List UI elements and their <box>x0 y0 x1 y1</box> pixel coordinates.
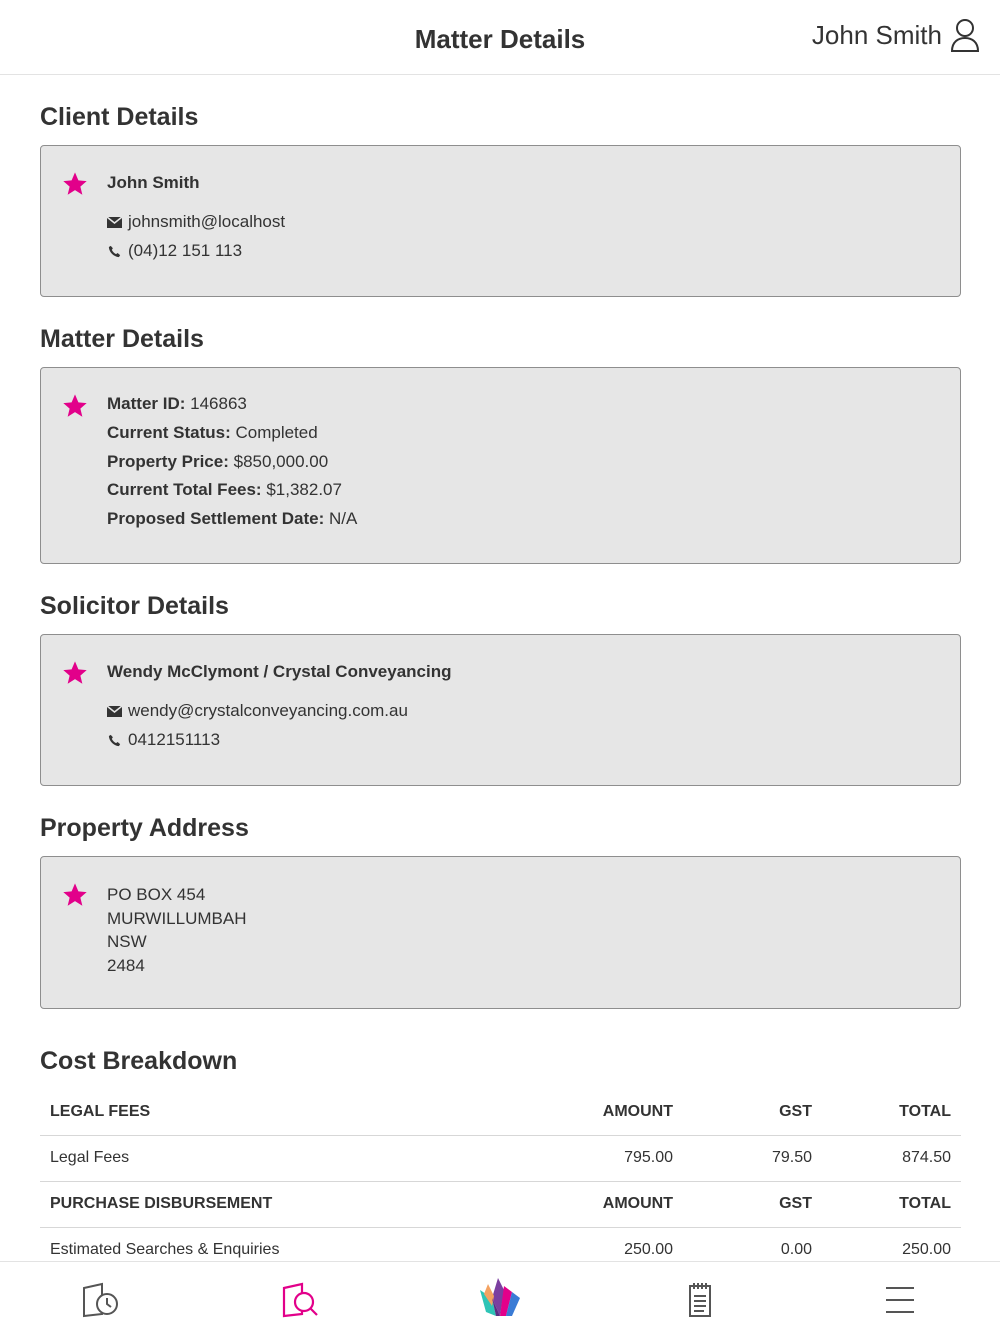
searches-label: Estimated Searches & Enquiries <box>40 1227 510 1273</box>
address-line-2: MURWILLUMBAH <box>107 908 247 928</box>
email-icon <box>107 216 122 229</box>
nav-menu[interactable] <box>880 1280 920 1320</box>
user-name: John Smith <box>811 19 942 50</box>
legal-fees-gst: 79.50 <box>683 1135 822 1181</box>
solicitor-email-row <box>107 701 960 721</box>
solicitor-email[interactable]: wendy@crystalconveyancing.com.au <box>128 701 408 720</box>
gst-heading: GST <box>683 1181 822 1227</box>
solicitor-card <box>40 634 961 786</box>
nav-notes[interactable] <box>680 1280 720 1320</box>
legal-fees-total: 874.50 <box>822 1135 961 1181</box>
star-icon[interactable] <box>61 881 89 909</box>
cost-section-title: Cost Breakdown <box>40 1047 238 1075</box>
notepad-icon <box>680 1280 720 1320</box>
main-content <box>40 75 961 1274</box>
property-section-title: Property Address <box>40 814 249 842</box>
searches-gst: 0.00 <box>683 1227 822 1273</box>
top-bar <box>0 0 1000 75</box>
user-menu[interactable] <box>812 18 980 52</box>
client-section-title: Client Details <box>40 103 199 131</box>
matter-id-row <box>107 390 960 419</box>
cost-table <box>40 1089 961 1274</box>
matter-id-label: Matter ID: <box>107 394 186 413</box>
address-line-1: PO BOX 454 <box>107 885 206 904</box>
current-status-value: Completed <box>235 422 318 442</box>
client-phone-row <box>107 241 960 261</box>
total-fees-label: Current Total Fees: <box>107 480 262 500</box>
phone-icon <box>107 245 122 258</box>
total-heading: TOTAL <box>822 1181 961 1227</box>
current-status-row <box>107 419 960 448</box>
address-line-3: NSW <box>107 932 147 951</box>
settlement-date-row <box>107 505 960 534</box>
phone-icon <box>107 734 122 747</box>
address-line-4: 2484 <box>107 955 145 975</box>
amount-heading: AMOUNT <box>510 1089 683 1135</box>
total-fees-row <box>107 476 960 505</box>
star-icon[interactable] <box>61 659 89 687</box>
solicitor-section-title: Solicitor Details <box>40 592 229 620</box>
page-title: Matter Details <box>414 24 586 54</box>
client-phone[interactable]: (04)12 151 113 <box>128 241 243 260</box>
client-card <box>40 145 961 297</box>
amount-heading: AMOUNT <box>510 1181 683 1227</box>
client-name: John Smith <box>107 173 200 192</box>
matter-section-title: Matter Details <box>40 325 204 353</box>
legal-fees-label: Legal Fees <box>40 1135 510 1181</box>
menu-icon <box>880 1280 920 1320</box>
total-fees-value: $1,382.07 <box>266 480 342 500</box>
property-price-value: $850,000.00 <box>233 451 329 471</box>
gst-heading: GST <box>683 1089 822 1135</box>
matter-id-value: 146863 <box>190 394 247 413</box>
property-card <box>40 856 961 1009</box>
property-price-row <box>107 448 960 477</box>
nav-home[interactable] <box>478 1276 522 1322</box>
legal-fees-amount: 795.00 <box>510 1135 683 1181</box>
solicitor-name: Wendy McClymont / Crystal Conveyancing <box>107 662 452 681</box>
email-icon <box>107 705 122 718</box>
searches-amount: 250.00 <box>510 1227 683 1273</box>
client-email-row <box>107 212 960 232</box>
star-icon[interactable] <box>61 170 89 198</box>
table-header-row <box>40 1181 961 1227</box>
client-email[interactable]: johnsmith@localhost <box>128 212 286 231</box>
star-icon[interactable] <box>61 392 89 420</box>
settlement-date-label: Proposed Settlement Date: <box>107 509 325 529</box>
nav-history[interactable] <box>80 1280 120 1320</box>
searches-total: 250.00 <box>822 1227 961 1273</box>
total-heading: TOTAL <box>822 1089 961 1135</box>
settlement-date-value: N/A <box>329 509 358 529</box>
bottom-nav <box>0 1261 1000 1334</box>
history-icon <box>80 1280 120 1320</box>
legal-fees-heading: LEGAL FEES <box>40 1089 510 1135</box>
crystal-logo-icon <box>478 1276 522 1322</box>
solicitor-phone[interactable]: 0412151113 <box>128 730 221 749</box>
solicitor-phone-row <box>107 730 960 750</box>
table-header-row <box>40 1089 961 1135</box>
nav-search-documents[interactable] <box>280 1280 320 1320</box>
table-row <box>40 1135 961 1181</box>
purchase-disbursement-heading: PURCHASE DISBURSEMENT <box>40 1181 510 1227</box>
property-price-label: Property Price: <box>107 451 229 471</box>
current-status-label: Current Status: <box>107 422 231 442</box>
search-document-icon <box>280 1280 320 1320</box>
user-icon <box>950 18 980 52</box>
matter-card <box>40 367 961 564</box>
